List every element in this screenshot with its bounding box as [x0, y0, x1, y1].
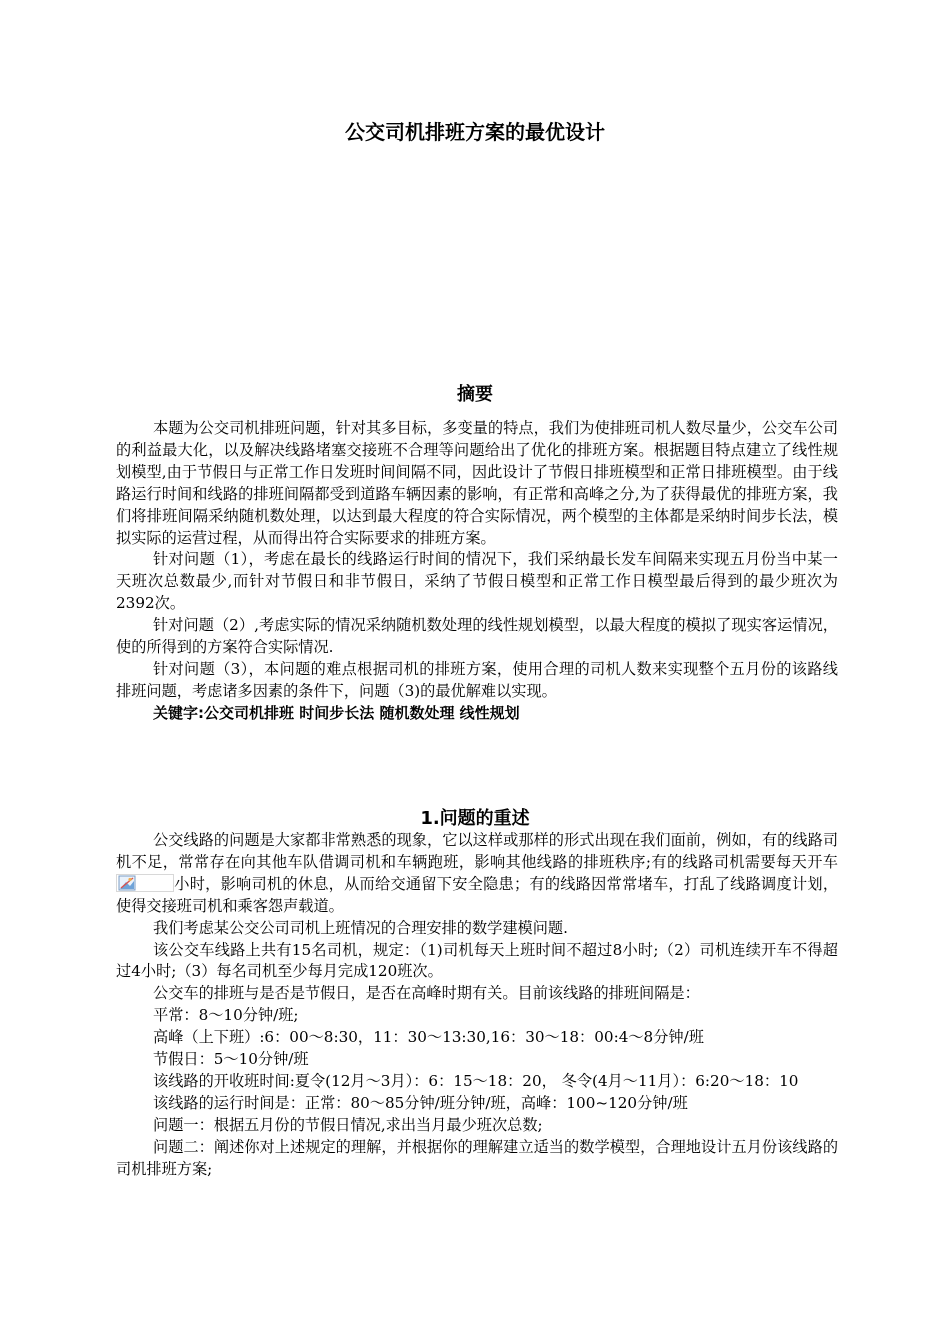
paragraph-text-after-image: 小时，影响司机的休息，从而给交通留下安全隐患；有的线路因常常堵车，打乱了线路调度计划，使得交接班司机和乘客怨声载道。 [116, 874, 838, 915]
abstract-paragraph: 针对问题（1），考虑在最长的线路运行时间的情况下，我们采纳最长发车间隔来实现五月份当中某一天班次总数最少,而针对节假日和非节假日，采纳了节假日模型和正常工作日模型最后得到的最少班次为2392次。 [116, 550, 838, 613]
section-1-paragraph: 该公交车线路上共有15名司机，规定：（1)司机每天上班时间不超过8小时;（2）司机连续开车不得超过4小时;（3）每名司机至少每月完成120班次。 [116, 940, 838, 981]
section-1-paragraph: 节假日：5～10分钟/班 [153, 1050, 309, 1069]
section-1-paragraph: 问题二：阐述你对上述规定的理解，并根据你的理解建立适当的数学模型，合理地设计五月份该线路的司机排班方案; [116, 1137, 838, 1178]
abstract-paragraph: 针对问题（3），本问题的难点根据司机的排班方案，使用合理的司机人数来实现整个五月份的该路线排班问题，考虑诸多因素的条件下，问题（3)的最优解难以实现。 [116, 659, 838, 700]
abstract-body [116, 418, 838, 725]
abstract-paragraph: 本题为公交司机排班问题，针对其多目标，多变量的特点，我们为使排班司机人数尽量少，公交车公司的利益最大化，以及解决线路堵塞交接班不合理等问题给出了优化的排班方案。根据题目特点建立了线性规划模型,由于节假日与正常工作日发班时间间隔不同，因此设计了节假日排班模型和正常日排班模型。由于线路运行时间和线路的排班间隔都受到道路车辆因素的影响，有正常和高峰之分,为了获得最优的排班方案，我们将排班间隔采纳随机数处理，以达到最大程度的符合实际情况，两个模型的主体都是采纳时间步长法，模拟实际的运营过程，从而得出符合实际要求的排班方案。 [116, 419, 838, 547]
abstract-paragraph: 针对问题（2）,考虑实际的情况采纳随机数处理的线性规划模型，以最大程度的模拟了现实客运情况，使的所得到的方案符合实际情况. [116, 616, 838, 657]
section-1-paragraph: 我们考虑某公交公司司机上班情况的合理安排的数学建模问题. [153, 918, 568, 937]
section-1-heading: 1.问题的重述 [420, 808, 530, 829]
section-1-paragraph: 该线路的开收班时间:夏令(12月～3月）：6：15～18：20， 冬令(4月～11月）：6:20～18：10 [153, 1071, 799, 1090]
section-1-paragraph-1 [116, 830, 838, 918]
document-title: 公交司机排班方案的最优设计 [345, 120, 605, 144]
section-1-paragraph: 平常：8～10分钟/班; [153, 1006, 299, 1025]
section-1-paragraph: 高峰（上下班）:6：00～8:30，11：30～13:30,16：30～18：00:4～8分钟/班 [153, 1028, 704, 1047]
section-1-paragraph: 问题一：根据五月份的节假日情况,求出当月最少班次总数; [153, 1115, 543, 1134]
section-1-paragraph: 该线路的运行时间是：正常：80～85分钟/班分钟/班，高峰：100~120分钟/班 [153, 1093, 688, 1112]
section-1-paragraph: 公交车的排班与是否是节假日，是否在高峰时期有关。目前该线路的排班间隔是： [153, 984, 700, 1003]
paragraph-text-before-image: 公交线路的问题是大家都非常熟悉的现象，它以这样或那样的形式出现在我们面前，例如，有的线路司机不足，常常存在向其他车队借调司机和车辆跑班，影响其他线路的排班秩序;有的线路司机需要每天开车 [116, 831, 838, 871]
broken-image-icon [116, 874, 174, 892]
section-1-body [116, 830, 838, 1181]
keywords-line: 关键字:公交司机排班 时间步长法 随机数处理 线性规划 [153, 703, 520, 722]
abstract-heading: 摘要 [457, 384, 493, 405]
